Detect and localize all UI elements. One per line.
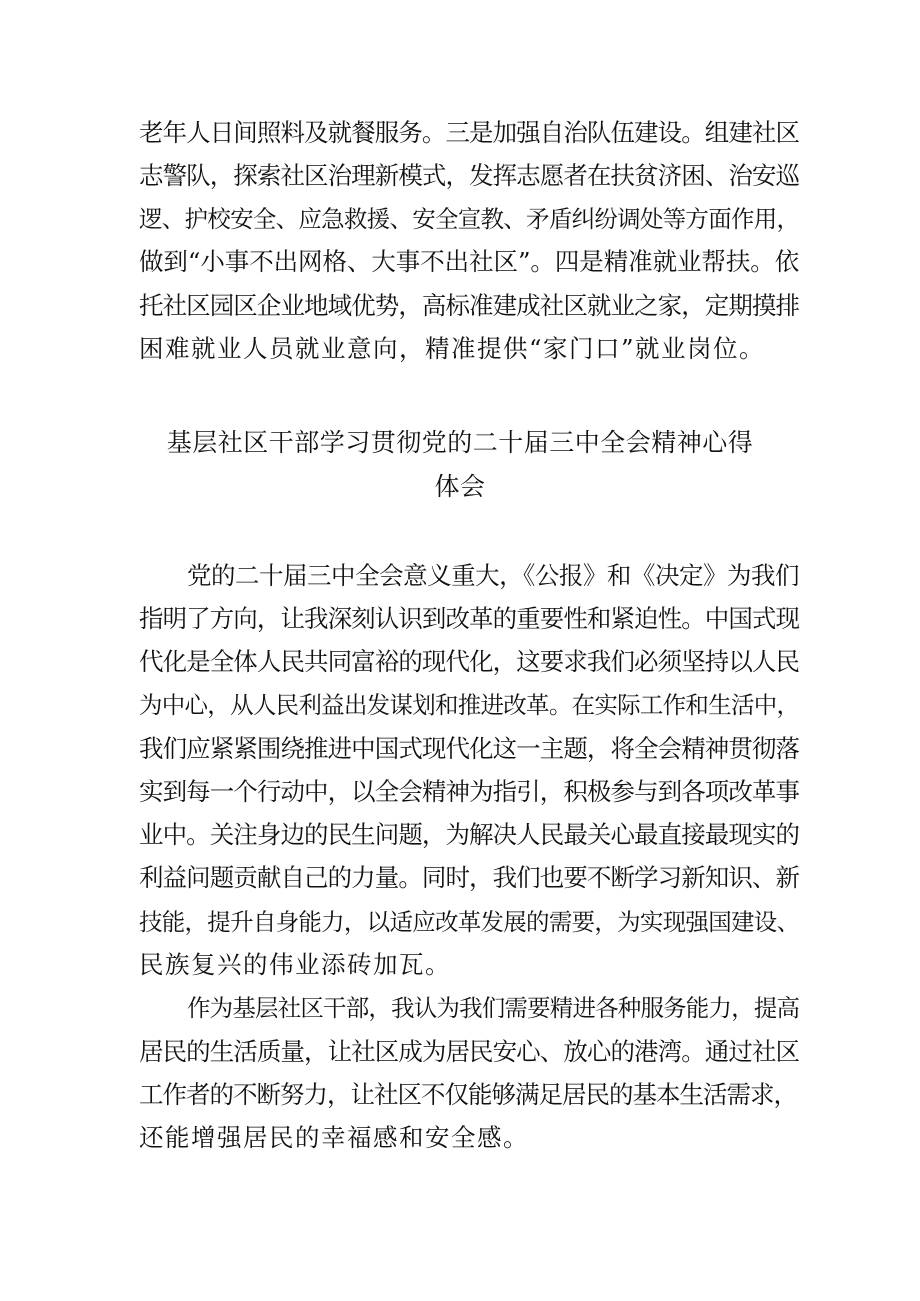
text-line: 做到“小事不出网格、大事不出社区”。四是精准就业帮扶。依 [139, 247, 799, 276]
text-line: 为中心，从人民利益出发谋划和推进改革。在实际工作和生活中， [139, 691, 799, 719]
text-line: 代化是全体人民共同富裕的现代化，这要求我们必须坚持以人民 [139, 647, 799, 676]
text-line: 民族复兴的伟业添砖加瓦。 [139, 950, 451, 979]
text-line: 作为基层社区干部，我认为我们需要精进各种服务能力，提高 [187, 994, 799, 1022]
text-line: 居民的生活质量，让社区成为居民安心、放心的港湾。通过社区 [139, 1037, 799, 1066]
text-line: 技能，提升自身能力，以适应改革发展的需要，为实现强国建设、 [139, 908, 799, 936]
text-line: 志警队，探索社区治理新模式，发挥志愿者在扶贫济困、治安巡 [139, 161, 799, 190]
text-line: 工作者的不断努力，让社区不仅能够满足居民的基本生活需求， [139, 1080, 797, 1109]
text-line: 我们应紧紧围绕推进中国式现代化这一主题，将全会精神贯彻落 [139, 734, 799, 763]
text-line: 老年人日间照料及就餐服务。三是加强自治队伍建设。组建社区 [139, 118, 799, 147]
article-title-line-2: 体会 [434, 472, 486, 501]
text-line: 党的二十届三中全会意义重大，《公报》和《决定》为我们 [187, 561, 799, 590]
text-line: 业中。关注身边的民生问题，为解决人民最关心最直接最现实的 [139, 820, 799, 849]
text-line: 指明了方向，让我深刻认识到改革的重要性和紧迫性。中国式现 [139, 604, 799, 633]
text-line: 实到每一个行动中，以全会精神为指引，积极参与到各项改革事 [139, 777, 799, 806]
text-line: 托社区园区企业地域优势，高标准建成社区就业之家，定期摸排 [139, 291, 799, 320]
text-line: 困难就业人员就业意向，精准提供“家门口”就业岗位。 [139, 334, 766, 363]
text-line: 逻、护校安全、应急救援、安全宣教、矛盾纠纷调处等方面作用， [139, 205, 799, 233]
text-line: 利益问题贡献自己的力量。同时，我们也要不断学习新知识、新 [139, 863, 799, 892]
article-title-line-1: 基层社区干部学习贯彻党的二十届三中全会精神心得 [166, 428, 754, 457]
text-line: 还能增强居民的幸福感和安全感。 [139, 1123, 529, 1152]
